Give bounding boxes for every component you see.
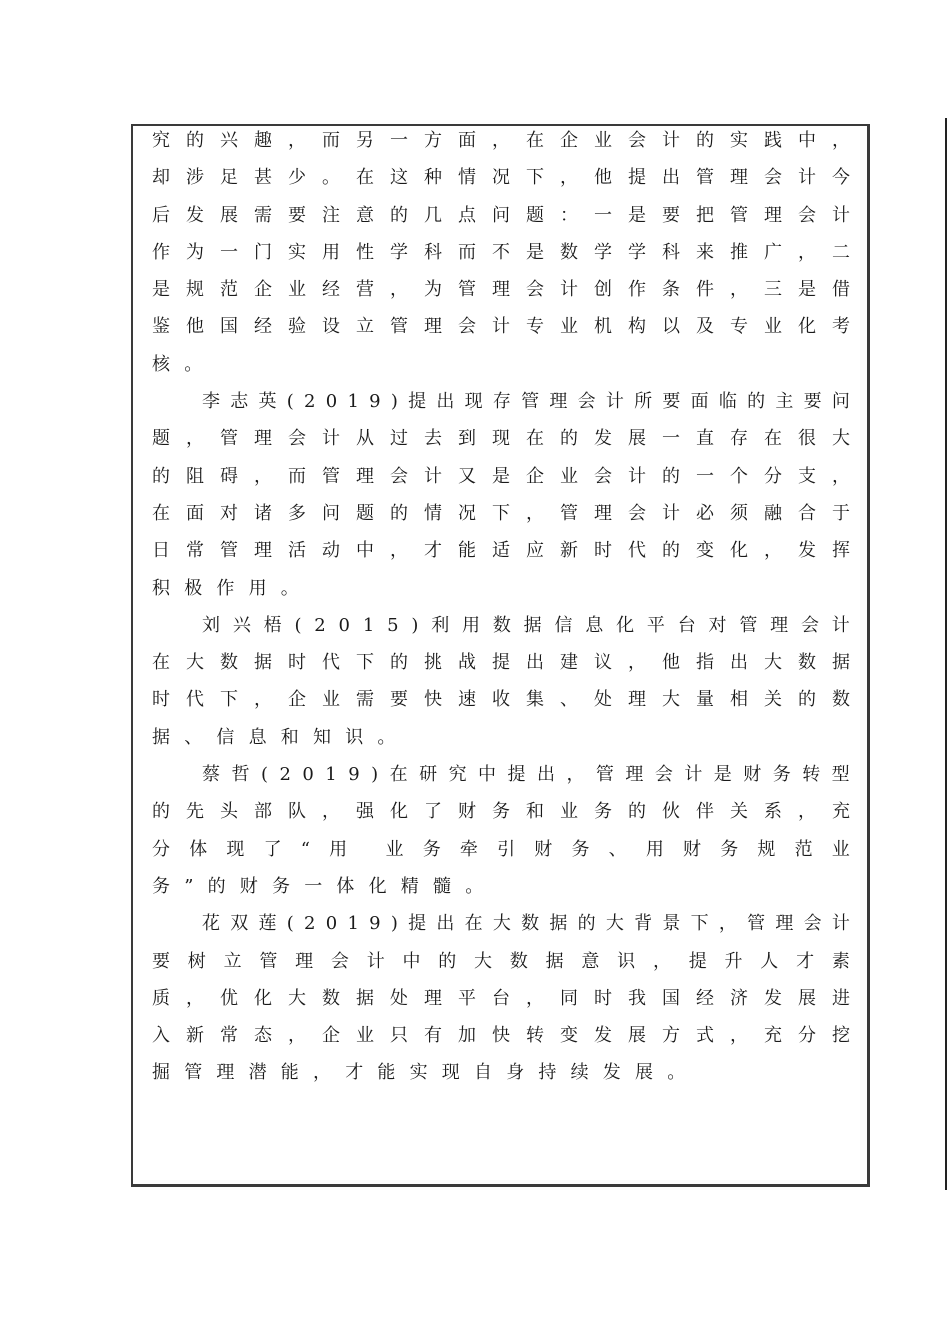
paragraph bbox=[152, 756, 850, 905]
text-line: 质 ， 优 化 大 数 据 处 理 平 台 ， 同 时 我 国 经 济 发 展 进 bbox=[152, 987, 850, 1009]
paragraph bbox=[152, 122, 850, 383]
text-line: 是 规 范 企 业 经 营 ， 为 管 理 会 计 创 作 条 件 ， 三 是 借 bbox=[152, 279, 850, 301]
text-line: 时 代 下 ， 企 业 需 要 快 速 收 集 、 处 理 大 量 相 关 的 数 bbox=[152, 689, 850, 711]
text-line: 刘 兴 梧 ( 2 0 1 5 ) 利 用 数 据 信 息 化 平 台 对 管 理 会 计 bbox=[202, 614, 850, 636]
text-line: 却 涉 足 甚 少 。 在 这 种 情 况 下 ， 他 提 出 管 理 会 计 今 bbox=[152, 167, 850, 189]
text-line: 积极作用。 bbox=[152, 577, 313, 599]
text-line: 要 树 立 管 理 会 计 中 的 大 数 据 意 识 ， 提 升 人 才 素 bbox=[152, 950, 850, 972]
text-line: 入 新 常 态 ， 企 业 只 有 加 快 转 变 发 展 方 式 ， 充 分 挖 bbox=[152, 1025, 850, 1047]
paragraph bbox=[152, 607, 850, 756]
paragraph bbox=[152, 905, 850, 1091]
text-line: 题 ， 管 理 会 计 从 过 去 到 现 在 的 发 展 一 直 存 在 很 大 bbox=[152, 428, 850, 450]
text-line: 蔡 哲 ( 2 0 1 9 ) 在 研 究 中 提 出 ， 管 理 会 计 是 财 务 转 型 bbox=[202, 764, 850, 786]
text-line: 鉴 他 国 经 验 设 立 管 理 会 计 专 业 机 构 以 及 专 业 化 考 bbox=[152, 316, 850, 338]
text-line: 作 为 一 门 实 用 性 学 科 而 不 是 数 学 学 科 来 推 广 ， 二 bbox=[152, 241, 850, 263]
text-line: 的 阻 碍 ， 而 管 理 会 计 又 是 企 业 会 计 的 一 个 分 支 ， bbox=[152, 465, 850, 487]
text-line: 李 志 英 ( 2 0 1 9 ) 提 出 现 存 管 理 会 计 所 要 面 临 的 主 要 问 bbox=[202, 391, 850, 413]
page-edge-rule bbox=[945, 118, 947, 1190]
text-line: 核。 bbox=[152, 353, 217, 375]
paragraph bbox=[152, 383, 850, 607]
text-line: 分 体 现 了 “ 用 业 务 牵 引 财 务 、 用 财 务 规 范 业 bbox=[152, 838, 850, 860]
text-line: 的 先 头 部 队 ， 强 化 了 财 务 和 业 务 的 伙 伴 关 系 ， 充 bbox=[152, 801, 850, 823]
text-line: 据、信息和知识。 bbox=[152, 726, 410, 748]
document-body bbox=[152, 122, 850, 1092]
text-line: 花 双 莲 ( 2 0 1 9 ) 提 出 在 大 数 据 的 大 背 景 下 ， 管 理 会 计 bbox=[202, 913, 850, 935]
text-line: 务”的财务一体化精髓。 bbox=[152, 875, 498, 897]
text-line: 日 常 管 理 活 动 中 ， 才 能 适 应 新 时 代 的 变 化 ， 发 挥 bbox=[152, 540, 850, 562]
text-line: 究 的 兴 趣 ， 而 另 一 方 面 ， 在 企 业 会 计 的 实 践 中 ， bbox=[152, 130, 850, 151]
text-line: 在 大 数 据 时 代 下 的 挑 战 提 出 建 议 ， 他 指 出 大 数 据 bbox=[152, 652, 850, 674]
text-line: 在 面 对 诸 多 问 题 的 情 况 下 ， 管 理 会 计 必 须 融 合 于 bbox=[152, 502, 850, 524]
text-line: 后 发 展 需 要 注 意 的 几 点 问 题 ： 一 是 要 把 管 理 会 计 bbox=[152, 204, 850, 226]
text-line: 掘管理潜能，才能实现自身持续发展。 bbox=[152, 1062, 700, 1084]
